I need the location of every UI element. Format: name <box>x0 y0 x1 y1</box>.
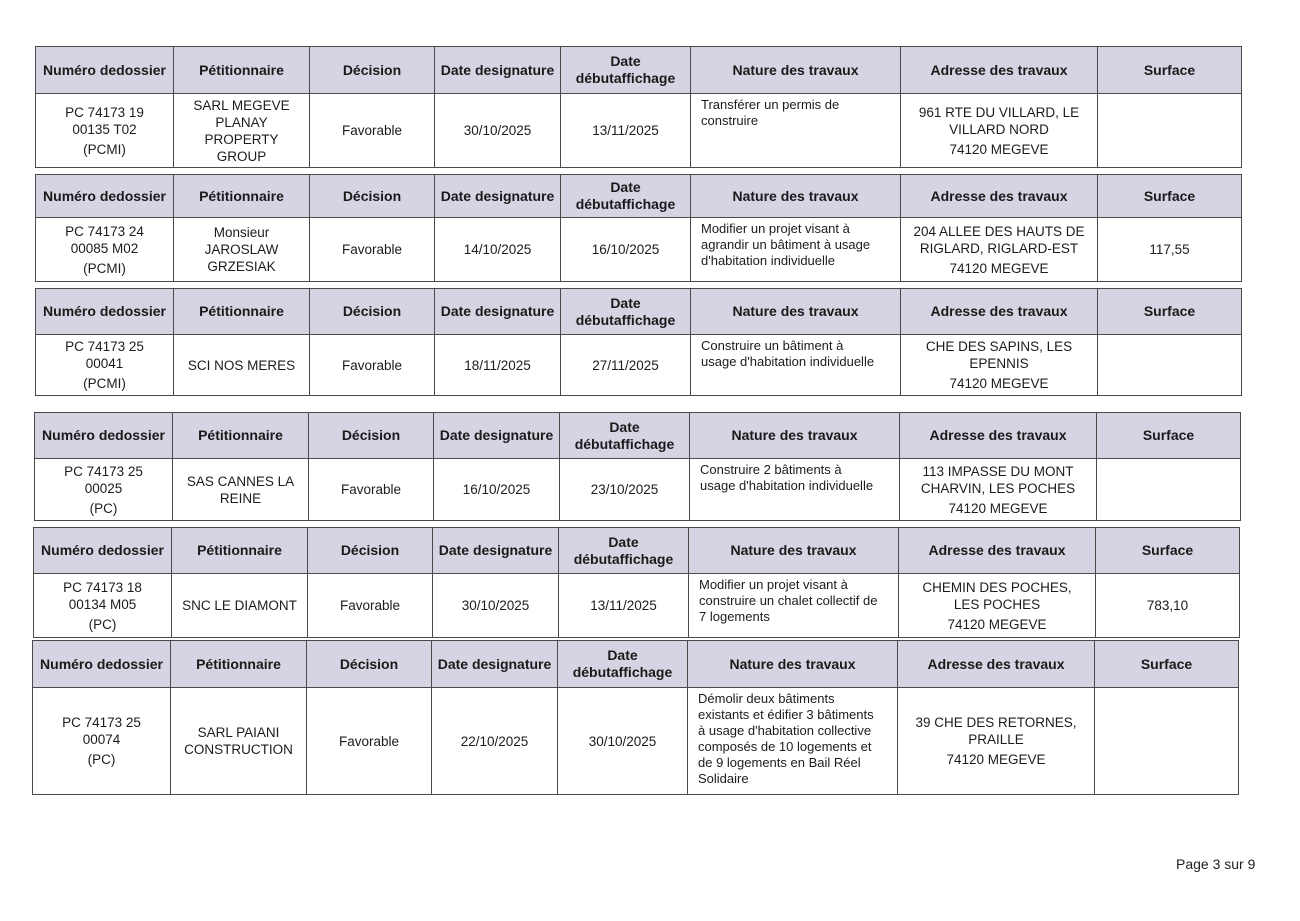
adresse-travaux <box>898 688 1095 795</box>
adresse-travaux <box>901 335 1098 396</box>
decision: Favorable <box>310 218 435 282</box>
page-number: Page 3 sur 9 <box>1176 856 1256 872</box>
header-petitionnaire: Pétitionnaire <box>174 47 310 94</box>
cell-line: 7 logements <box>699 609 770 624</box>
header-adresse: Adresse des travaux <box>901 289 1098 335</box>
header-decision: Décision <box>310 289 435 335</box>
cell-line: construire <box>701 113 759 128</box>
adresse-travaux <box>899 574 1096 638</box>
cell-line: JAROSLAW <box>204 242 279 257</box>
surface: 117,55 <box>1098 218 1242 282</box>
cell-line: Démolir deux bâtiments <box>698 691 835 706</box>
permit-table <box>33 527 1240 638</box>
date-affichage: 30/10/2025 <box>558 688 688 795</box>
header-signature <box>435 47 561 94</box>
date-affichage: 13/11/2025 <box>559 574 689 638</box>
decision: Favorable <box>310 94 435 168</box>
nature-travaux <box>691 218 901 282</box>
nature-travaux <box>691 94 901 168</box>
date-affichage: 23/10/2025 <box>560 459 690 521</box>
header-decision: Décision <box>308 528 433 574</box>
header-nature: Nature des travaux <box>688 641 898 688</box>
petitionnaire <box>174 218 310 282</box>
nature-travaux <box>690 459 900 521</box>
cell-line: d'habitation individuelle <box>701 253 836 268</box>
cell-line: EPENNIS <box>969 356 1029 371</box>
header-nature: Nature des travaux <box>691 289 901 335</box>
header-nature: Nature des travaux <box>689 528 899 574</box>
cell-line: PRAILLE <box>968 732 1024 747</box>
header-petitionnaire: Pétitionnaire <box>172 528 308 574</box>
surface <box>1097 459 1241 521</box>
cell-line: agrandir un bâtiment à usage <box>701 237 871 252</box>
cell-line: 74120 MEGEVE <box>948 500 1048 516</box>
header-line: signature <box>489 542 553 558</box>
cell-line: LES POCHES <box>953 596 1041 612</box>
header-nature: Nature des travaux <box>691 175 901 218</box>
header-adresse: Adresse des travaux <box>899 528 1096 574</box>
header-line: Date de <box>440 187 492 204</box>
cell-line: CHE DES SAPINS, LES <box>925 339 1073 354</box>
cell-line: 00135 T02 <box>72 121 137 137</box>
date-signature: 14/10/2025 <box>435 218 561 282</box>
cell-line: de 9 logements en Bail Réel <box>698 755 861 770</box>
cell-line: usage d'habitation individuelle <box>700 478 874 493</box>
header-line: affichage <box>613 196 676 212</box>
header-line: Date de <box>437 655 489 672</box>
cell-line: VILLARD NORD <box>949 121 1049 137</box>
permit-table <box>35 174 1242 282</box>
cell-line: PROPERTY <box>204 131 279 147</box>
header-line: Date début <box>573 533 639 567</box>
surface <box>1098 335 1242 396</box>
cell-line: 113 IMPASSE DU MONT <box>922 463 1074 479</box>
cell-line: RIGLARD, RIGLARD-EST <box>919 240 1079 256</box>
dossier-number <box>35 459 173 521</box>
header-row <box>33 641 1239 688</box>
cell-line: à usage d'habitation collective <box>698 723 872 738</box>
header-row <box>34 528 1240 574</box>
header-line: Numéro de <box>40 655 114 672</box>
petitionnaire <box>174 335 310 396</box>
header-line: dossier <box>114 542 164 558</box>
nature-travaux <box>688 688 898 795</box>
header-line: affichage <box>613 70 676 86</box>
date-signature: 22/10/2025 <box>432 688 558 795</box>
header-line: dossier <box>116 303 166 319</box>
header-line: Date début <box>575 294 641 328</box>
header-adresse: Adresse des travaux <box>901 175 1098 218</box>
nature-travaux <box>689 574 899 638</box>
header-line: affichage <box>613 311 676 328</box>
header-affichage <box>561 289 691 335</box>
cell-line: CHEMIN DES POCHES, <box>922 579 1072 595</box>
date-signature: 18/11/2025 <box>435 335 561 396</box>
cell-line: REINE <box>219 490 262 506</box>
cell-line: usage d'habitation individuelle <box>701 354 875 369</box>
cell-line: 39 CHE DES RETORNES, <box>915 715 1077 730</box>
header-line: Numéro de <box>42 427 116 443</box>
dossier-number <box>36 335 174 396</box>
cell-line: 74120 MEGEVE <box>946 752 1046 767</box>
dossier-number <box>36 218 174 282</box>
header-line: Numéro de <box>41 542 115 558</box>
decision: Favorable <box>308 574 433 638</box>
header-nature: Nature des travaux <box>690 413 900 459</box>
petitionnaire <box>172 574 308 638</box>
permit-table <box>35 288 1242 396</box>
header-surface: Surface <box>1095 641 1239 688</box>
cell-line: Construire 2 bâtiments à <box>700 462 842 477</box>
cell-line: (PCMI) <box>83 141 126 157</box>
header-affichage <box>561 175 691 218</box>
cell-line: SCI NOS MERES <box>187 357 296 373</box>
cell-line: GRZESIAK <box>207 259 276 274</box>
header-petitionnaire: Pétitionnaire <box>171 641 307 688</box>
date-signature: 30/10/2025 <box>433 574 559 638</box>
cell-line: Solidaire <box>698 771 749 786</box>
cell-line: CHARVIN, LES POCHES <box>920 480 1076 496</box>
header-decision: Décision <box>309 413 434 459</box>
header-numero <box>35 413 173 459</box>
cell-line: (PCMI) <box>83 260 126 276</box>
cell-line: PLANAY <box>215 114 268 130</box>
date-signature: 30/10/2025 <box>435 94 561 168</box>
header-affichage <box>561 47 691 94</box>
cell-line: PC 74173 25 <box>65 339 144 354</box>
dossier-number <box>36 94 174 168</box>
header-affichage <box>560 413 690 459</box>
cell-line: construire un chalet collectif de <box>699 593 878 608</box>
header-line: affichage <box>610 664 673 680</box>
header-line: signature <box>491 187 555 204</box>
cell-line: Modifier un projet visant à <box>701 221 850 236</box>
cell-line: PC 74173 25 <box>64 463 143 479</box>
petitionnaire <box>173 459 309 521</box>
header-numero <box>36 175 174 218</box>
cell-line: CONSTRUCTION <box>184 742 293 757</box>
cell-line: 74120 MEGEVE <box>947 616 1047 632</box>
header-petitionnaire: Pétitionnaire <box>174 175 310 218</box>
header-numero <box>34 528 172 574</box>
record-row <box>33 688 1239 795</box>
record-row <box>36 335 1242 396</box>
cell-line: SAS CANNES LA <box>186 473 295 489</box>
header-affichage <box>558 641 688 688</box>
cell-line: SARL PAIANI <box>197 725 280 740</box>
header-nature: Nature des travaux <box>691 47 901 94</box>
adresse-travaux <box>901 94 1098 168</box>
cell-line: 204 ALLEE DES HAUTS DE <box>913 223 1085 239</box>
cell-line: 74120 MEGEVE <box>949 376 1049 391</box>
header-line: signature <box>491 61 555 78</box>
header-row <box>36 175 1242 218</box>
header-signature <box>435 289 561 335</box>
header-surface: Surface <box>1098 289 1242 335</box>
adresse-travaux <box>900 459 1097 521</box>
decision: Favorable <box>309 459 434 521</box>
header-signature <box>433 528 559 574</box>
header-petitionnaire: Pétitionnaire <box>174 289 310 335</box>
record-row <box>35 459 1241 521</box>
cell-line: Construire un bâtiment à <box>701 338 844 353</box>
surface: 783,10 <box>1096 574 1240 638</box>
cell-line: GROUP <box>216 148 267 164</box>
cell-line: 00025 <box>84 480 123 496</box>
header-row <box>36 47 1242 94</box>
header-numero <box>33 641 171 688</box>
permit-table <box>32 640 1239 795</box>
header-adresse: Adresse des travaux <box>900 413 1097 459</box>
record-row <box>36 94 1242 168</box>
dossier-number <box>33 688 171 795</box>
record-row <box>34 574 1240 638</box>
header-petitionnaire: Pétitionnaire <box>173 413 309 459</box>
date-affichage: 16/10/2025 <box>561 218 691 282</box>
cell-line: 00041 <box>85 356 124 371</box>
cell-line: existants et édifier 3 bâtiments <box>698 707 874 722</box>
header-line: affichage <box>611 550 674 567</box>
header-line: Numéro de <box>43 61 117 78</box>
record-row <box>36 218 1242 282</box>
header-line: dossier <box>116 61 166 78</box>
petitionnaire <box>171 688 307 795</box>
surface <box>1098 94 1242 168</box>
adresse-travaux <box>901 218 1098 282</box>
cell-line: PC 74173 25 <box>62 715 141 730</box>
cell-line: 00074 <box>82 732 121 747</box>
cell-line: (PC) <box>87 752 116 767</box>
header-decision: Décision <box>310 175 435 218</box>
header-row <box>36 289 1242 335</box>
header-line: Date de <box>439 427 491 443</box>
nature-travaux <box>691 335 901 396</box>
cell-line: (PCMI) <box>83 376 126 391</box>
permit-table <box>35 46 1242 168</box>
header-line: Numéro de <box>43 187 117 204</box>
permit-table <box>34 412 1241 521</box>
date-affichage: 27/11/2025 <box>561 335 691 396</box>
header-line: signature <box>490 427 554 443</box>
cell-line: 00134 M05 <box>68 596 137 612</box>
date-affichage: 13/11/2025 <box>561 94 691 168</box>
cell-line: Monsieur <box>213 225 270 240</box>
decision: Favorable <box>307 688 432 795</box>
header-decision: Décision <box>310 47 435 94</box>
header-line: Date début <box>575 179 641 212</box>
header-line: Date de <box>438 542 490 558</box>
cell-line: SNC LE DIAMONT <box>182 598 297 613</box>
cell-line: composés de 10 logements et <box>698 739 872 754</box>
cell-line: PC 74173 19 <box>65 104 144 120</box>
header-surface: Surface <box>1098 175 1242 218</box>
header-line: Numéro de <box>43 303 117 319</box>
header-row <box>35 413 1241 459</box>
cell-line: (PC) <box>89 500 118 516</box>
surface <box>1095 688 1239 795</box>
cell-line: PC 74173 24 <box>65 223 144 239</box>
header-affichage <box>559 528 689 574</box>
header-adresse: Adresse des travaux <box>898 641 1095 688</box>
cell-line: 74120 MEGEVE <box>949 141 1049 157</box>
header-line: dossier <box>116 187 166 204</box>
cell-line: (PC) <box>88 616 117 632</box>
header-surface: Surface <box>1097 413 1241 459</box>
cell-line: 961 RTE DU VILLARD, LE <box>918 104 1080 120</box>
cell-line: 00085 M02 <box>70 240 139 256</box>
header-signature <box>435 175 561 218</box>
cell-line: Transférer un permis de <box>701 97 840 112</box>
header-surface: Surface <box>1096 528 1240 574</box>
dossier-number <box>34 574 172 638</box>
header-surface: Surface <box>1098 47 1242 94</box>
cell-line: PC 74173 18 <box>63 579 142 595</box>
header-adresse: Adresse des travaux <box>901 47 1098 94</box>
header-line: Date de <box>440 61 492 78</box>
header-line: Date de <box>440 303 492 319</box>
header-line: affichage <box>612 435 675 452</box>
header-line: dossier <box>113 655 163 672</box>
header-numero <box>36 47 174 94</box>
header-decision: Décision <box>307 641 432 688</box>
header-line: Date début <box>572 647 638 680</box>
header-line: signature <box>491 303 555 319</box>
cell-line: 74120 MEGEVE <box>949 260 1049 276</box>
header-numero <box>36 289 174 335</box>
decision: Favorable <box>310 335 435 396</box>
date-signature: 16/10/2025 <box>434 459 560 521</box>
cell-line: SARL MEGEVE <box>193 97 290 113</box>
petitionnaire <box>174 94 310 168</box>
header-line: Date début <box>574 418 640 452</box>
header-signature <box>432 641 558 688</box>
header-line: Date début <box>575 53 641 86</box>
header-signature <box>434 413 560 459</box>
cell-line: Modifier un projet visant à <box>699 577 848 592</box>
header-line: dossier <box>115 427 165 443</box>
header-line: signature <box>488 655 552 672</box>
